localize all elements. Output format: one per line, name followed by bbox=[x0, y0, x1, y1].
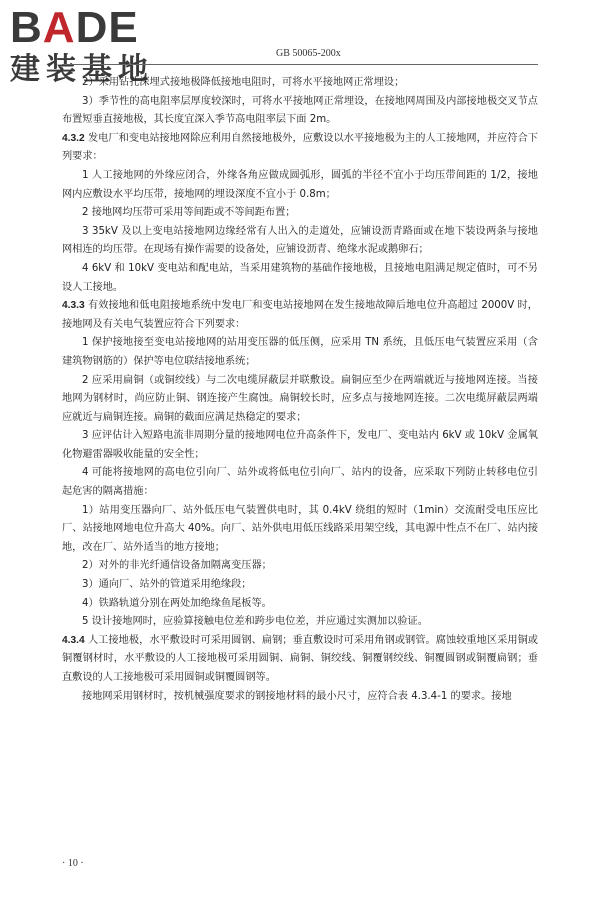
standard-number: GB 50065-200x bbox=[276, 48, 341, 59]
logo-subtitle: 建装基地 bbox=[10, 52, 154, 87]
header-rule bbox=[62, 64, 538, 65]
list-item: 3 35kV 及以上变电站接地网边缘经常有人出入的走道处，应铺设沥青路面或在地下装设两条与接地网相连的均压带。在现场有操作需要的设备处，应铺设沥青、绝缘水泥或鹅卵石； bbox=[62, 225, 538, 256]
list-item: 2 应采用扁铜（或铜绞线）与二次电缆屏蔽层并联敷设。扁铜应至少在两端就近与接地网连接。当接地网为钢材时，尚应防止铜、钢连接产生腐蚀。扁铜较长时，应多点与接地网连接。二次电缆屏蔽层两端应就近与扁铜连接。扁铜的截面应满足热稳定的要求； bbox=[62, 374, 538, 423]
list-item: 3）季节性的高电阻率层厚度较深时，可将水平接地网正常埋设，在接地网周围及内部接地极交叉节点布置短垂直接地极，其长度宜深入季节高电阻率层下面 2m。 bbox=[62, 95, 538, 126]
clause-number: 4.3.3 bbox=[62, 300, 85, 312]
list-item: 3）通向厂、站外的管道采用绝缘段； bbox=[82, 579, 252, 591]
list-item: 2）采用钻孔深埋式接地极降低接地电阻时，可将水平接地网正常埋设； bbox=[82, 77, 405, 88]
page-number: · 10 · bbox=[62, 858, 84, 869]
list-item: 4 可能将接地网的高电位引向厂、站外或将低电位引向厂、站内的设备，应采取下列防止转移电位引起危害的隔离措施： bbox=[62, 467, 538, 498]
list-item: 2 接地网均压带可采用等间距或不等间距布置； bbox=[82, 207, 296, 219]
list-item: 1）站用变压器向厂、站外低压电气装置供电时，其 0.4kV 绕组的短时（1min）交流耐受电压应比厂、站接地网地电位升高大 40%。向厂、站外供电用低压线路采用架空线，其电源中性点不在厂、站内接地，改在厂、站外适当的地方接地； bbox=[62, 504, 538, 553]
list-item: 5 设计接地网时，应验算接触电位差和跨步电位差，并应通过实测加以验证。 bbox=[82, 616, 428, 628]
list-item: 1 保护接地接至变电站接地网的站用变压器的低压侧，应采用 TN 系统，且低压电气装置应采用（含建筑物钢筋的）保护等电位联结接地系统； bbox=[62, 337, 538, 367]
list-item: 4 6kV 和 10kV 变电站和配电站，当采用建筑物的基础作接地极，且接地电阻满足规定值时，可不另设人工接地。 bbox=[62, 262, 538, 293]
clause-text: 人工接地极，水平敷设时可采用圆钢、扁钢；垂直敷设时可采用角钢或钢管。腐蚀较重地区采用铜或铜覆钢材时，水平敷设的人工接地极可采用圆铜、扁铜、铜绞线、铜覆钢绞线、铜覆圆钢或铜覆扁钢；垂直敷设的人工接地极可采用圆铜或铜覆圆钢等。 bbox=[62, 634, 538, 683]
list-item: 1 人工接地网的外缘应闭合，外缘各角应做成圆弧形，圆弧的半径不宜小于均压带间距的 1/2，接地网内应敷设水平均压带，接地网的埋设深度不宜小于 0.8m； bbox=[62, 169, 538, 200]
document-body bbox=[62, 74, 538, 706]
list-item: 接地网采用钢材时，按机械强度要求的钢接地材料的最小尺寸，应符合表 4.3.4-1 的要求。接地 bbox=[82, 690, 512, 702]
clause-number: 4.3.4 bbox=[62, 634, 85, 646]
clause-paragraph bbox=[62, 130, 538, 167]
list-item: 3 应评估计入短路电流非周期分量的接地网电位升高条件下，发电厂、变电站内 6kV 或 10kV 金属氧化物避雷器吸收能量的安全性； bbox=[62, 430, 538, 460]
list-item: 2）对外的非光纤通信设备加隔离变压器； bbox=[82, 560, 272, 572]
clause-paragraph bbox=[62, 632, 538, 688]
logo-wordmark: BADE bbox=[10, 3, 139, 52]
clause-paragraph bbox=[62, 297, 538, 334]
list-item: 4）铁路轨道分别在两处加绝缘鱼尾板等。 bbox=[82, 597, 272, 609]
clause-text: 发电厂和变电站接地网除应利用自然接地极外，应敷设以水平接地极为主的人工接地网，并应符合下列要求： bbox=[62, 132, 538, 163]
clause-text: 有效接地和低电阻接地系统中发电厂和变电站接地网在发生接地故障后地电位升高超过 2000V 时，接地网及有关电气装置应符合下列要求： bbox=[62, 300, 538, 330]
clause-number: 4.3.2 bbox=[62, 132, 85, 144]
